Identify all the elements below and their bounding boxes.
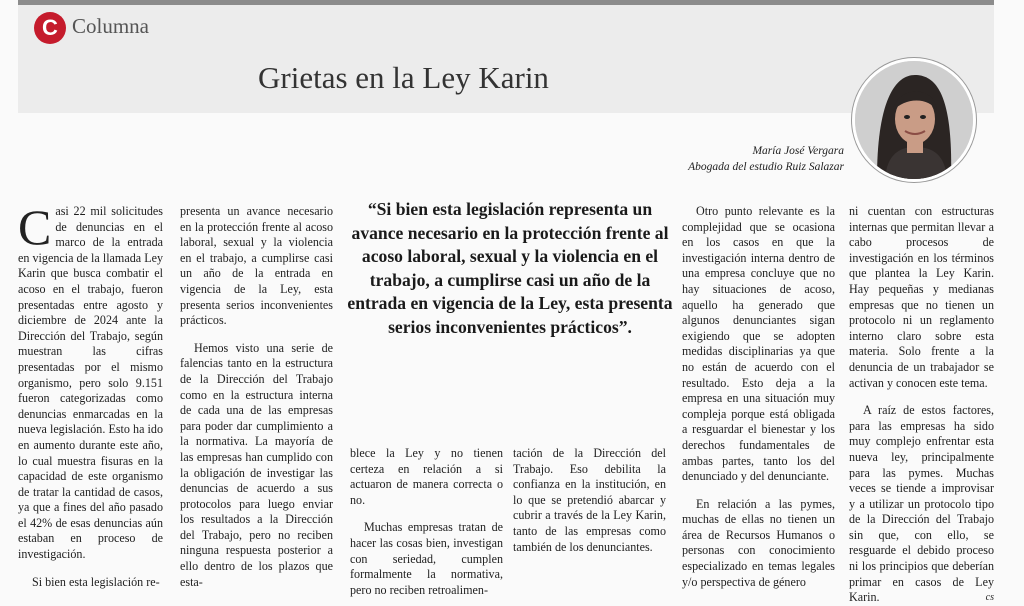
- drop-cap: C: [18, 199, 52, 255]
- paragraph-text: asi 22 mil solicitudes de denuncias en el marco de la entrada en vigencia de la llamada Ley Karin que busca combatir el acoso en el trabajo, fueron presentadas entre agosto y diciembre de 2024 ante la Dirección del Trabajo, según muestran las cifras presentadas por el mismo organismo, pero solo 9.151 fueron categorizadas como denuncias enmarcadas en la nueva legislación. Esto ha ido en aumento durante este año, lo cual muestra fisuras en la capacidad de este organismo de tratar la cantidad de casos, ya que a fines del año pasado el 42% de esas denuncias aún estaban en proceso de investigación.: [18, 204, 163, 562]
- paragraph: [849, 403, 994, 606]
- pull-quote: “Si bien esta legislación representa un avance necesario en la protección frente al acoso laboral, sexual y la violencia en el trabajo, a cumplirse casi un año de la entrada en vigencia de la Ley, esta presenta serios inconvenientes prácticos”.: [347, 199, 673, 337]
- column-6: [849, 204, 994, 606]
- column-2: [180, 204, 333, 590]
- column-1: [18, 199, 163, 590]
- column-3: [350, 446, 503, 598]
- paragraph-text: A raíz de estos factores, para las empresas ha sido muy complejo enfrentar esta nueva ley, principalmente para las pymes. Muchas veces se tiende a improvisar y a utilizar un protocolo tipo de la Dirección del Trabajo sin que, con ello, se resguarde el debido proceso ni los principios que deberían primar en casos de Ley Karin.: [849, 403, 994, 605]
- column-5: [682, 204, 835, 590]
- byline: [688, 143, 844, 175]
- author-portrait-icon: [852, 58, 976, 182]
- author-role: Abogada del estudio Ruiz Salazar: [688, 161, 844, 173]
- header-band: [18, 5, 994, 113]
- paragraph: [18, 199, 163, 563]
- end-mark-icon: cs: [985, 592, 994, 604]
- paragraph: Si bien esta legislación re-: [32, 574, 160, 589]
- paragraph: ni cuentan con estructuras internas que permitan llevar a cabo procesos de investigación en los términos que plantea la Ley Karin. Hay pequeñas y medianas empresas que no tienen un protocolo ni un reglamento interno claro sobre esta materia. Solo frente a la denuncia de un trabajador se activan y conocen este tema.: [849, 204, 994, 390]
- paragraph: Muchas empresas tratan de hacer las cosas bien, investigan con seriedad, cumplen formalmente la normativa, pero no reciben retroalimen-: [350, 520, 503, 597]
- paragraph: tación de la Dirección del Trabajo. Eso debilita la confianza en la institución, en lo que se pretendió abarcar y cubrir a través de la Ley Karin, tanto de las empresas como también de los denunciantes.: [513, 446, 666, 554]
- paragraph: Otro punto relevante es la complejidad que se ocasiona en los casos en que la investigación interna dentro de una empresa concluye que no hay situaciones de acoso, aquello ha generado que algunos denunciantes sigan exigiendo que se adopten medidas disciplinarias ya que no están de acuerdo con el resultado. Esto deja a la empresa en una situación muy compleja porque está obligada a resguardar el bienestar y los derechos fundamentales de ambas partes, tanto los del denunciado y del denunciante.: [682, 204, 835, 484]
- section-label: Columna: [72, 14, 149, 38]
- columna-logo-icon: C: [34, 12, 66, 44]
- paragraph: presenta un avance necesario en la protección frente al acoso laboral, sexual y la violencia en el trabajo, a cumplirse casi un año de la entrada en vigencia de la Ley, esta presenta serios inconvenientes prácticos.: [180, 204, 333, 328]
- portrait-illustration: [855, 61, 973, 179]
- author-name: María José Vergara: [752, 145, 844, 157]
- paragraph: Hemos visto una serie de falencias tanto en la estructura de la Dirección del Trabajo como en la estructura interna de cada una de las empresas para poder dar cumplimiento a la normativa. La mayoría de las empresas han cumplido con la obligación de investigar las denuncias de acuerdo a sus protocolos para luego enviar los resultados a la Dirección del Trabajo, pero no reciben ninguna respuesta posterior a ello dentro de los plazos que esta-: [180, 340, 333, 589]
- paragraph: blece la Ley y no tienen certeza en relación a si actuaron de manera correcta o no.: [350, 446, 503, 507]
- column-4: [513, 446, 666, 555]
- paragraph: En relación a las pymes, muchas de ellas no tienen un área de Recursos Humanos o personas con conocimiento especializado en temas legales y/o perspectiva de género: [682, 496, 835, 589]
- article-title: Grietas en la Ley Karin: [258, 60, 549, 95]
